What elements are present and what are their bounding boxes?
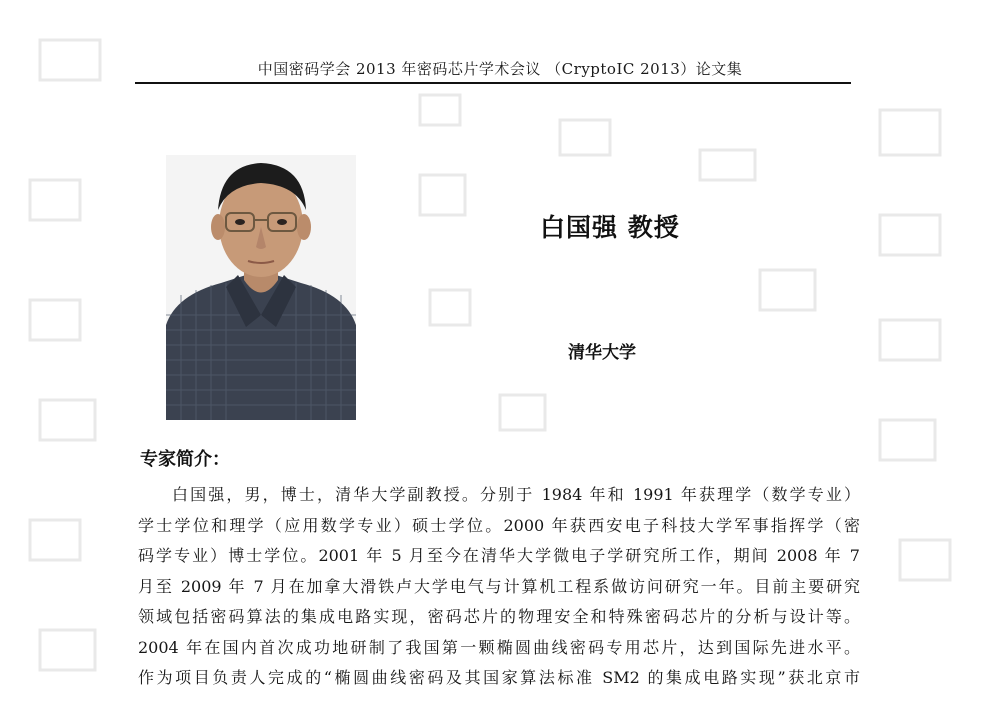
- running-header: 中国密码学会 2013 年密码芯片学术会议 （CryptoIC 2013）论文集: [257, 60, 743, 78]
- bio-line: 领域包括密码算法的集成电路实现，密码芯片的物理安全和特殊密码芯片的分析与设计等。: [138, 607, 860, 626]
- section-heading: 专家简介：: [140, 449, 230, 470]
- bio-line: 学士学位和理学（应用数学专业）硕士学位。2000 年获西安电子科技大学军事指挥学（密: [138, 515, 860, 535]
- name-title: 白国强 教授: [540, 213, 680, 242]
- bio-line: 作为项目负责人完成的“椭圆曲线密码及其国家算法标准 SM2 的集成电路实现”获北京市: [138, 668, 860, 687]
- bio-line: 2004 年在国内首次成功地研制了我国第一颗椭圆曲线密码专用芯片，达到国际先进水平。: [138, 637, 860, 657]
- bio-paragraph: [138, 480, 860, 694]
- portrait-illustration: [166, 155, 356, 420]
- portrait-photo: [166, 155, 356, 420]
- bio-line: 月至 2009 年 7 月在加拿大滑铁卢大学电气与计算机工程系做访问研究一年。目前主要研究: [138, 576, 860, 596]
- affiliation: 清华大学: [568, 343, 636, 363]
- bio-line: 码学专业）博士学位。2001 年 5 月至今在清华大学微电子学研究所工作，期间 2008 年 7: [138, 546, 860, 565]
- header-rule: [135, 82, 851, 84]
- bio-line: 白国强，男，博士，清华大学副教授。分别于 1984 年和 1991 年获理学（数学专业）: [172, 485, 860, 504]
